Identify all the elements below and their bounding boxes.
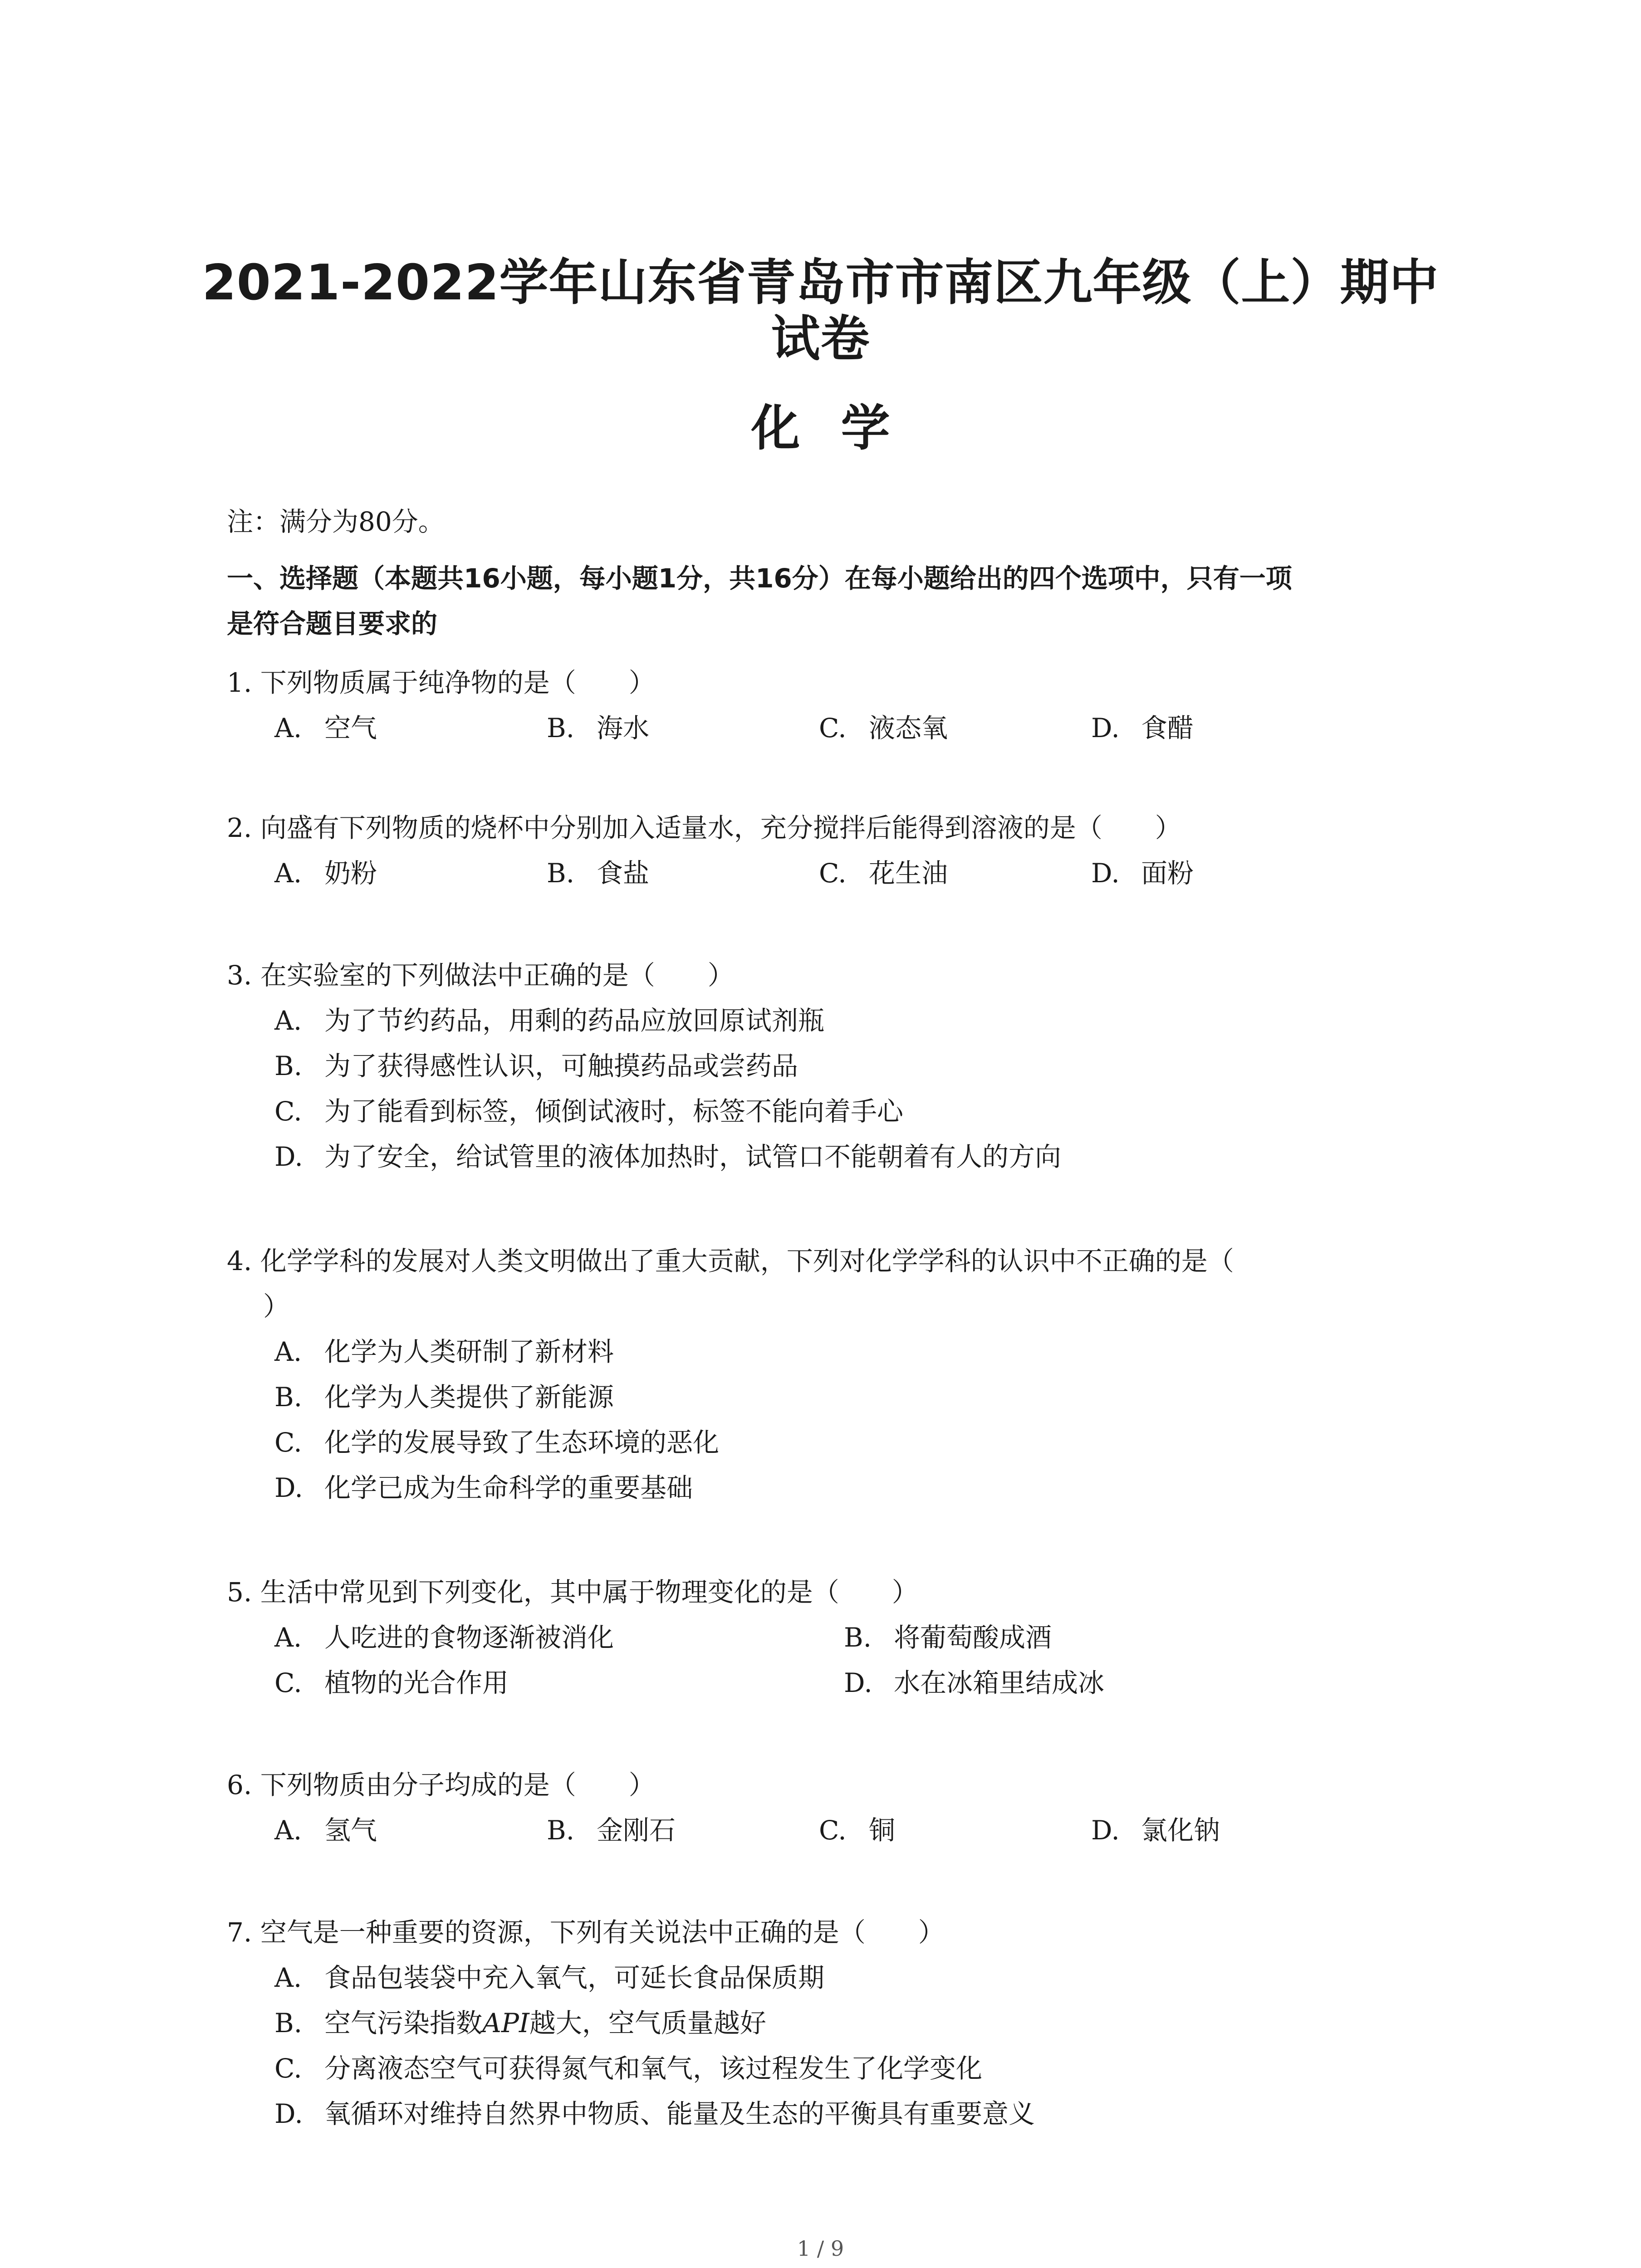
options-list [227, 1329, 1474, 1510]
option-b: B. 空气污染指数API越大，空气质量越好 [274, 2008, 766, 2038]
options-row [227, 1808, 1474, 1853]
options-row [227, 1660, 1474, 1706]
question-4 [227, 1238, 1474, 1510]
option-d: D. 面粉 [1091, 858, 1194, 889]
option-b: B. 金刚石 [547, 1815, 676, 1846]
option-b: B. 化学为人类提供了新能源 [274, 1382, 614, 1413]
question-stem: 7. 空气是一种重要的资源，下列有关说法中正确的是（ ） [227, 1917, 945, 1948]
option-d: D. 水在冰箱里结成冰 [844, 1667, 1105, 1698]
option-b: B. 食盐 [547, 858, 650, 889]
option-c: C. 花生油 [819, 858, 948, 889]
option-d: D. 为了安全，给试管里的液体加热时，试管口不能朝着有人的方向 [274, 1141, 1062, 1172]
option-a: A. 人吃进的食物逐渐被消化 [274, 1622, 614, 1653]
score-note: 注：满分为80分。 [227, 506, 445, 537]
question-3 [227, 953, 1474, 1179]
option-a: A. 化学为人类研制了新材料 [274, 1336, 614, 1367]
option-c: C. 化学的发展导致了生态环境的恶化 [274, 1427, 720, 1458]
section-heading-line1: 一、选择题（本题共16小题，每小题1分，共16分）在每小题给出的四个选项中，只有一项 [227, 563, 1292, 594]
option-c: C. 植物的光合作用 [274, 1667, 509, 1698]
question-5 [227, 1569, 1474, 1706]
option-a: A. 奶粉 [274, 858, 377, 889]
option-a: A. 空气 [274, 713, 377, 743]
section-heading-line2: 是符合题目要求的 [227, 608, 438, 639]
option-d: D. 食醋 [1091, 713, 1194, 743]
option-a: A. 为了节约药品，用剩的药品应放回原试剂瓶 [274, 1005, 825, 1036]
option-b: B. 海水 [547, 713, 650, 743]
option-a: A. 氢气 [274, 1815, 377, 1846]
exam-title: 2021-2022学年山东省青岛市市南区九年级（上）期中 [202, 254, 1439, 311]
question-stem: 6. 下列物质由分子均成的是（ ） [227, 1769, 655, 1800]
question-6 [227, 1762, 1474, 1853]
option-d: D. 氧循环对维持自然界中物质、能量及生态的平衡具有重要意义 [274, 2098, 1035, 2129]
options-row [227, 705, 1474, 751]
options-list [227, 1955, 1474, 2136]
question-stem: 4. 化学学科的发展对人类文明做出了重大贡献，下列对化学学科的认识中不正确的是（ [227, 1246, 1234, 1276]
question-2 [227, 805, 1474, 896]
option-c: C. 分离液态空气可获得氮气和氧气，该过程发生了化学变化 [274, 2053, 983, 2084]
option-d: D. 化学已成为生命科学的重要基础 [274, 1472, 693, 1503]
option-b: B. 将葡萄酸成酒 [844, 1622, 1052, 1653]
section-heading [227, 556, 1452, 646]
option-b: B. 为了获得感性认识，可触摸药品或尝药品 [274, 1051, 798, 1081]
question-stem: 3. 在实验室的下列做法中正确的是（ ） [227, 960, 734, 991]
question-stem-continued: ） [263, 1291, 290, 1322]
option-c: C. 液态氧 [819, 713, 948, 743]
question-1 [227, 660, 1474, 751]
options-row [227, 1615, 1474, 1660]
exam-title-continued: 试卷 [771, 311, 870, 367]
subject-heading: 化学 [751, 400, 931, 457]
option-c: C. 为了能看到标签，倾倒试液时，标签不能向着手心 [274, 1096, 904, 1127]
option-d: D. 氯化钠 [1091, 1815, 1220, 1846]
options-list [227, 998, 1474, 1179]
page-number: 1 / 9 [797, 2236, 844, 2261]
question-stem: 5. 生活中常见到下列变化，其中属于物理变化的是（ ） [227, 1577, 918, 1608]
question-stem: 1. 下列物质属于纯净物的是（ ） [227, 667, 655, 698]
options-row [227, 850, 1474, 896]
option-c: C. 铜 [819, 1815, 896, 1846]
option-a: A. 食品包装袋中充入氧气，可延长食品保质期 [274, 1962, 825, 1993]
question-stem: 2. 向盛有下列物质的烧杯中分别加入适量水，充分搅拌后能得到溶液的是（ ） [227, 812, 1181, 843]
question-7 [227, 1910, 1474, 2136]
